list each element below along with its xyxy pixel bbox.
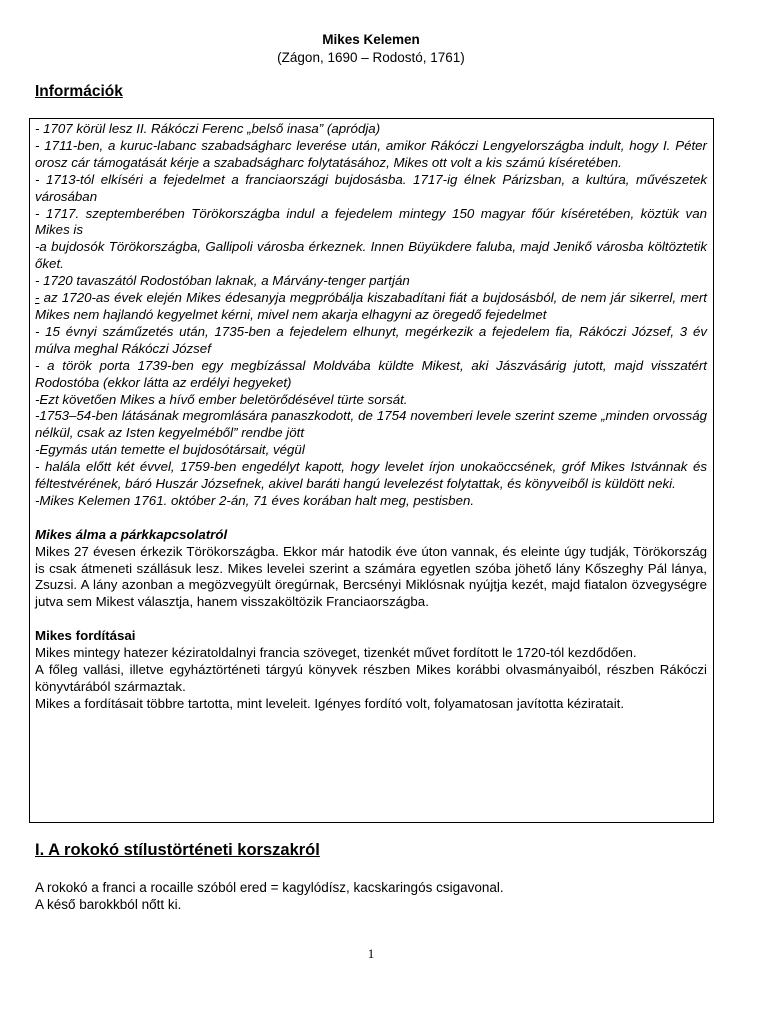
info-item-underlined-dash xyxy=(35,290,707,324)
info-box xyxy=(29,118,714,823)
info-item: - 15 évnyi száműzetés után, 1735-ben a fejedelem elhunyt, megérkezik a fejedelem fia, Rákóczi József, 3 év múlva meghal Rákóczi József xyxy=(35,323,707,356)
info-item: - halála előtt két évvel, 1759-ben engedélyt kapott, hogy levelet írjon unokaöccsének, gróf Mikes Istvánnak és féltestvérének, báró Huszár Józsefnek, akivel baráti hangú levelezést folytattak, és könyveiből is küldött neki. xyxy=(35,459,707,492)
document-subtitle: (Zágon, 1690 – Rodostó, 1761) xyxy=(277,50,465,65)
spacer xyxy=(35,510,707,527)
subheading-translations: Mikes fordításai xyxy=(35,628,136,644)
chapter-line: A késő barokkból nőtt ki. xyxy=(35,897,182,912)
info-item: - 1720 tavaszától Rodostóban laknak, a Márvány-tenger partján xyxy=(35,273,410,289)
info-item: - a török porta 1739-ben egy megbízással Moldvába küldte Mikest, aki Jászvásárig jutott, majd visszatért Rodostóba (ekkor látta az erdélyi hegyeket) xyxy=(35,357,707,390)
document-title: Mikes Kelemen xyxy=(322,32,420,47)
info-item: - 1717. szeptemberében Törökországba indul a fejedelem mintegy 150 magyar főúr kíséretében, köztük van Mikes is xyxy=(35,205,707,238)
info-item: -Egymás után temette el bujdosótársait, végül xyxy=(35,442,305,458)
subheading-dream: Mikes álma a párkkapcsolatról xyxy=(35,526,228,542)
dash-marker: - xyxy=(35,290,40,306)
chapter-heading: I. A rokokó stílustörténeti korszakról xyxy=(35,841,320,859)
spacer xyxy=(35,611,707,628)
info-item: - 1711-ben, a kuruc-labanc szabadságharc leverése után, amikor Rákóczi Lengyelországba indult, hogy I. Péter orosz cár támogatását kérje a szabadságharc folytatásához, Mikes ott volt a kis számú kíséretében. xyxy=(35,137,707,170)
chapter-paragraph xyxy=(35,879,715,913)
info-item: -Ezt követően Mikes a hívő ember beletörődésével türte sorsát. xyxy=(35,391,408,407)
info-item: -1753–54-ben látásának megromlására panaszkodott, de 1754 novemberi levele szerint szeme „minden orvosság nélkül, csak az Isten kegyelméből” rendbe jött xyxy=(35,408,707,441)
info-item: -Mikes Kelemen 1761. október 2-án, 71 éves korában halt meg, pestisben. xyxy=(35,492,475,508)
dream-paragraph: Mikes 27 évesen érkezik Törökországba. Ekkor már hatodik éve úton vannak, és eleinte úgy tudják, Törökország is csak átmeneti szállásuk lesz. Mikes levelei szerint a számára egyetlen szóba jöhető lány Kőszeghy Pál lánya, Zsuzsi. A lány azonban a megözvegyült öregúrnak, Bercsényi Miklósnak nyújtja kezét, majd fiatalon özvegységre jutva sem Mikest választja, hanem visszaköltözik Franciaországba. xyxy=(35,543,707,610)
info-item-text: az 1720-as évek elején Mikes édesanyja megpróbálja kiszabadítani fiát a bujdosásból, de nem jár sikerrel, mert Mikes nem hajlandó kegyelmet kérni, mivel nem akarja elhagyni az öregedő fejedelmet xyxy=(35,290,707,322)
page-number: 1 xyxy=(367,946,375,961)
info-item: - 1707 körül lesz II. Rákóczi Ferenc „belső inasa” (apródja) xyxy=(35,121,381,136)
section-heading-informaciok: Információk xyxy=(35,83,123,100)
info-item: - 1713-tól elkíséri a fejedelmet a franciaországi bujdosásba. 1717-ig élnek Párizsban, a kultúra, művészetek városában xyxy=(35,171,707,204)
translations-paragraph: Mikes a fordításait többre tartotta, mint leveleit. Igényes fordító volt, folyamatosan javította kéziratait. xyxy=(35,695,625,711)
chapter-line: A rokokó a franci a rocaille szóból ered = kagylódísz, kacskaringós csigavonal. xyxy=(35,880,504,895)
info-item: -a bujdosók Törökországba, Gallipoli városba érkeznek. Innen Büyükdere faluba, majd Jenikő városba költöztetik őket. xyxy=(35,239,707,272)
translations-paragraph: Mikes mintegy hatezer kéziratoldalnyi francia szöveget, tizenkét művet fordított le 1720-tól kezdődően. xyxy=(35,645,637,661)
translations-paragraph: A főleg vallási, illetve egyháztörténeti tárgyú könyvek részben Mikes korábbi olvasmányaiból, részben Rákóczi könyvtárából származtak. xyxy=(35,661,707,694)
